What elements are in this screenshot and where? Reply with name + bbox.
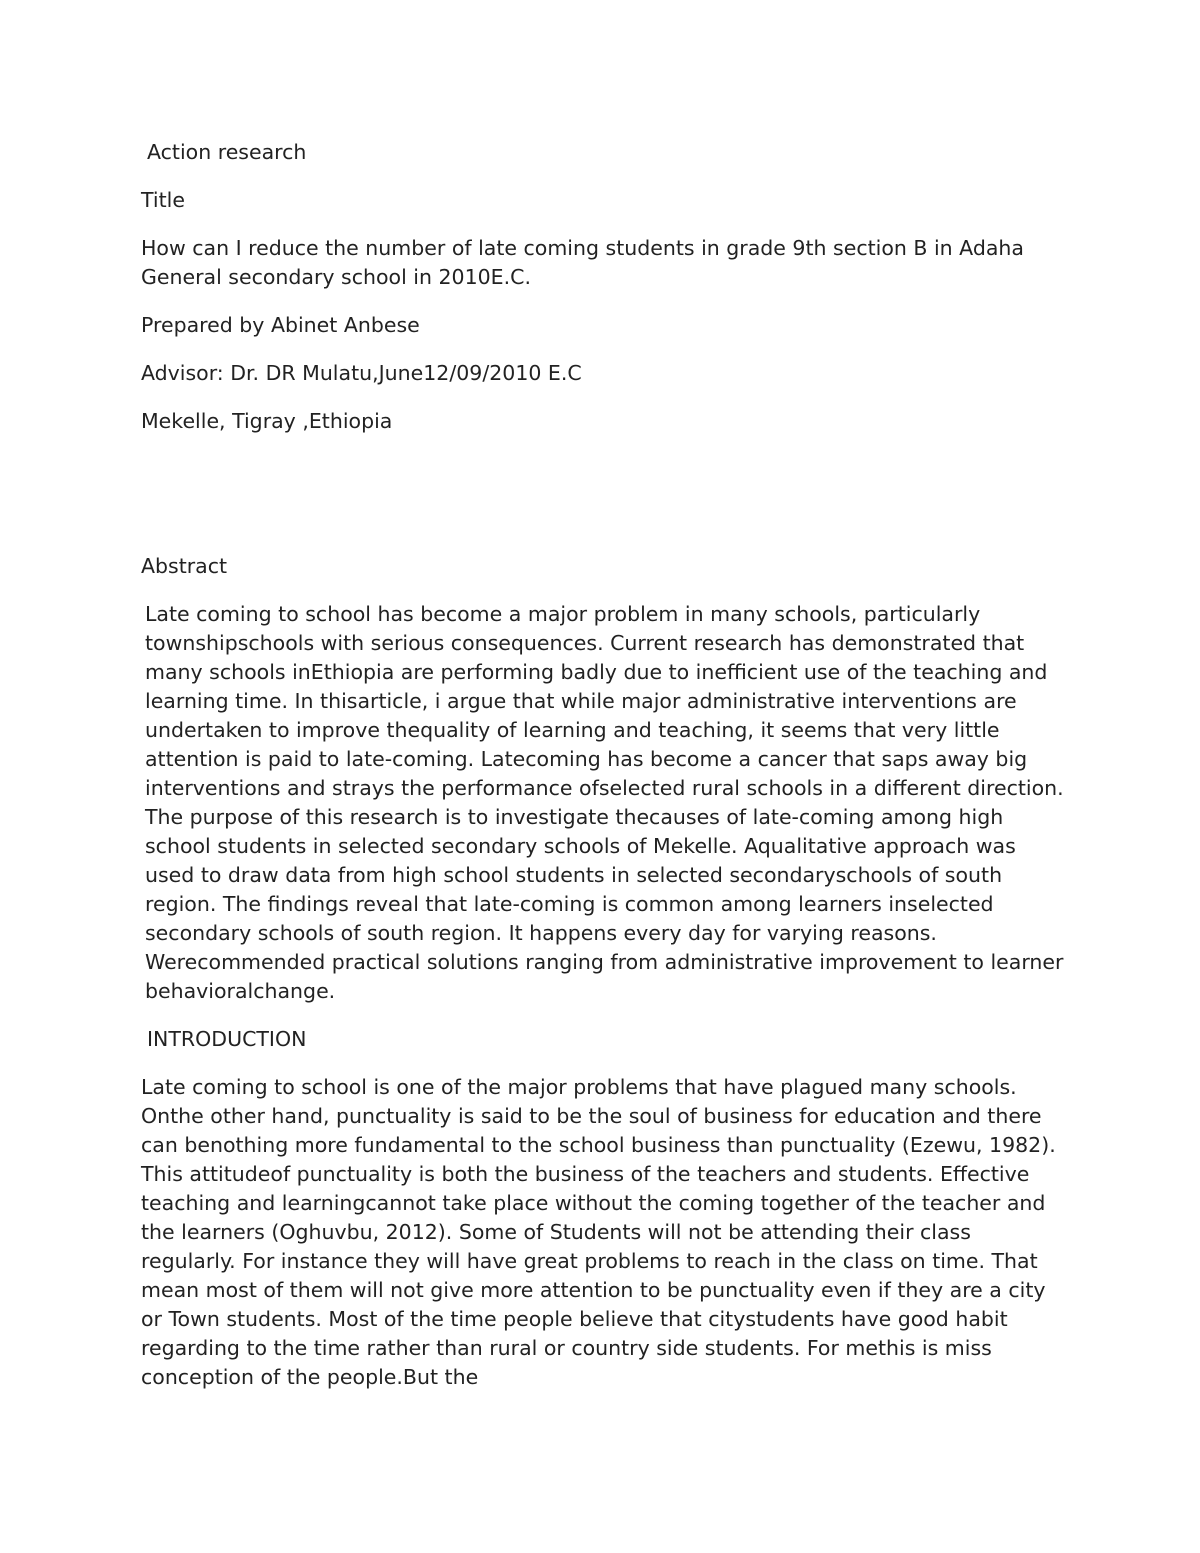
title-label: Title xyxy=(141,188,185,212)
document-heading: Action research xyxy=(147,140,307,164)
prepared-by: Prepared by Abinet Anbese xyxy=(141,313,420,337)
document-page xyxy=(141,138,1071,1411)
title-text: How can I reduce the number of late coming students in grade 9th section B in Adaha General secondary school in 2010E.C. xyxy=(141,236,1031,289)
advisor: Advisor: Dr. DR Mulatu,June12/09/2010 E.C xyxy=(141,361,582,385)
abstract-heading: Abstract xyxy=(141,554,228,578)
abstract-body: Late coming to school has become a major problem in many schools, particularly townshipschools with serious consequences. Current research has demonstrated that many schools inEthiopia are performing badly due to inefficient use of the teaching and learning time. In thisarticle, i argue that while major administrative interventions are undertaken to improve thequality of learning and teaching, it seems that very little attention is paid to late-coming. Latecoming has become a cancer that saps away big interventions and strays the performance ofselected rural schools in a different direction. The purpose of this research is to investigate thecauses of late-coming among high school students in selected secondary schools of Mekelle. Aqualitative approach was used to draw data from high school students in selected secondaryschools of south region. The findings reveal that late-coming is common among learners inselected secondary schools of south region. It happens every day for varying reasons. Werecommended practical solutions ranging from administrative improvement to learner behavioralchange. xyxy=(145,602,1071,1003)
introduction-body: Late coming to school is one of the major problems that have plagued many schools. Onthe other hand, punctuality is said to be the soul of business for education and there can benothing more fundamental to the school business than punctuality (Ezewu, 1982). This attitudeof punctuality is both the business of the teachers and students. Effective teaching and learningcannot take place without the coming together of the teacher and the learners (Oghuvbu, 2012). Some of Students will not be attending their class regularly. For instance they will have great problems to reach in the class on time. That mean most of them will not give more attention to be punctuality even if they are a city or Town students. Most of the time people believe that citystudents have good habit regarding to the time rather than rural or country side students. For methis is miss conception of the people.But the xyxy=(141,1075,1063,1389)
location: Mekelle, Tigray ,Ethiopia xyxy=(141,409,393,433)
introduction-heading: INTRODUCTION xyxy=(147,1027,307,1051)
